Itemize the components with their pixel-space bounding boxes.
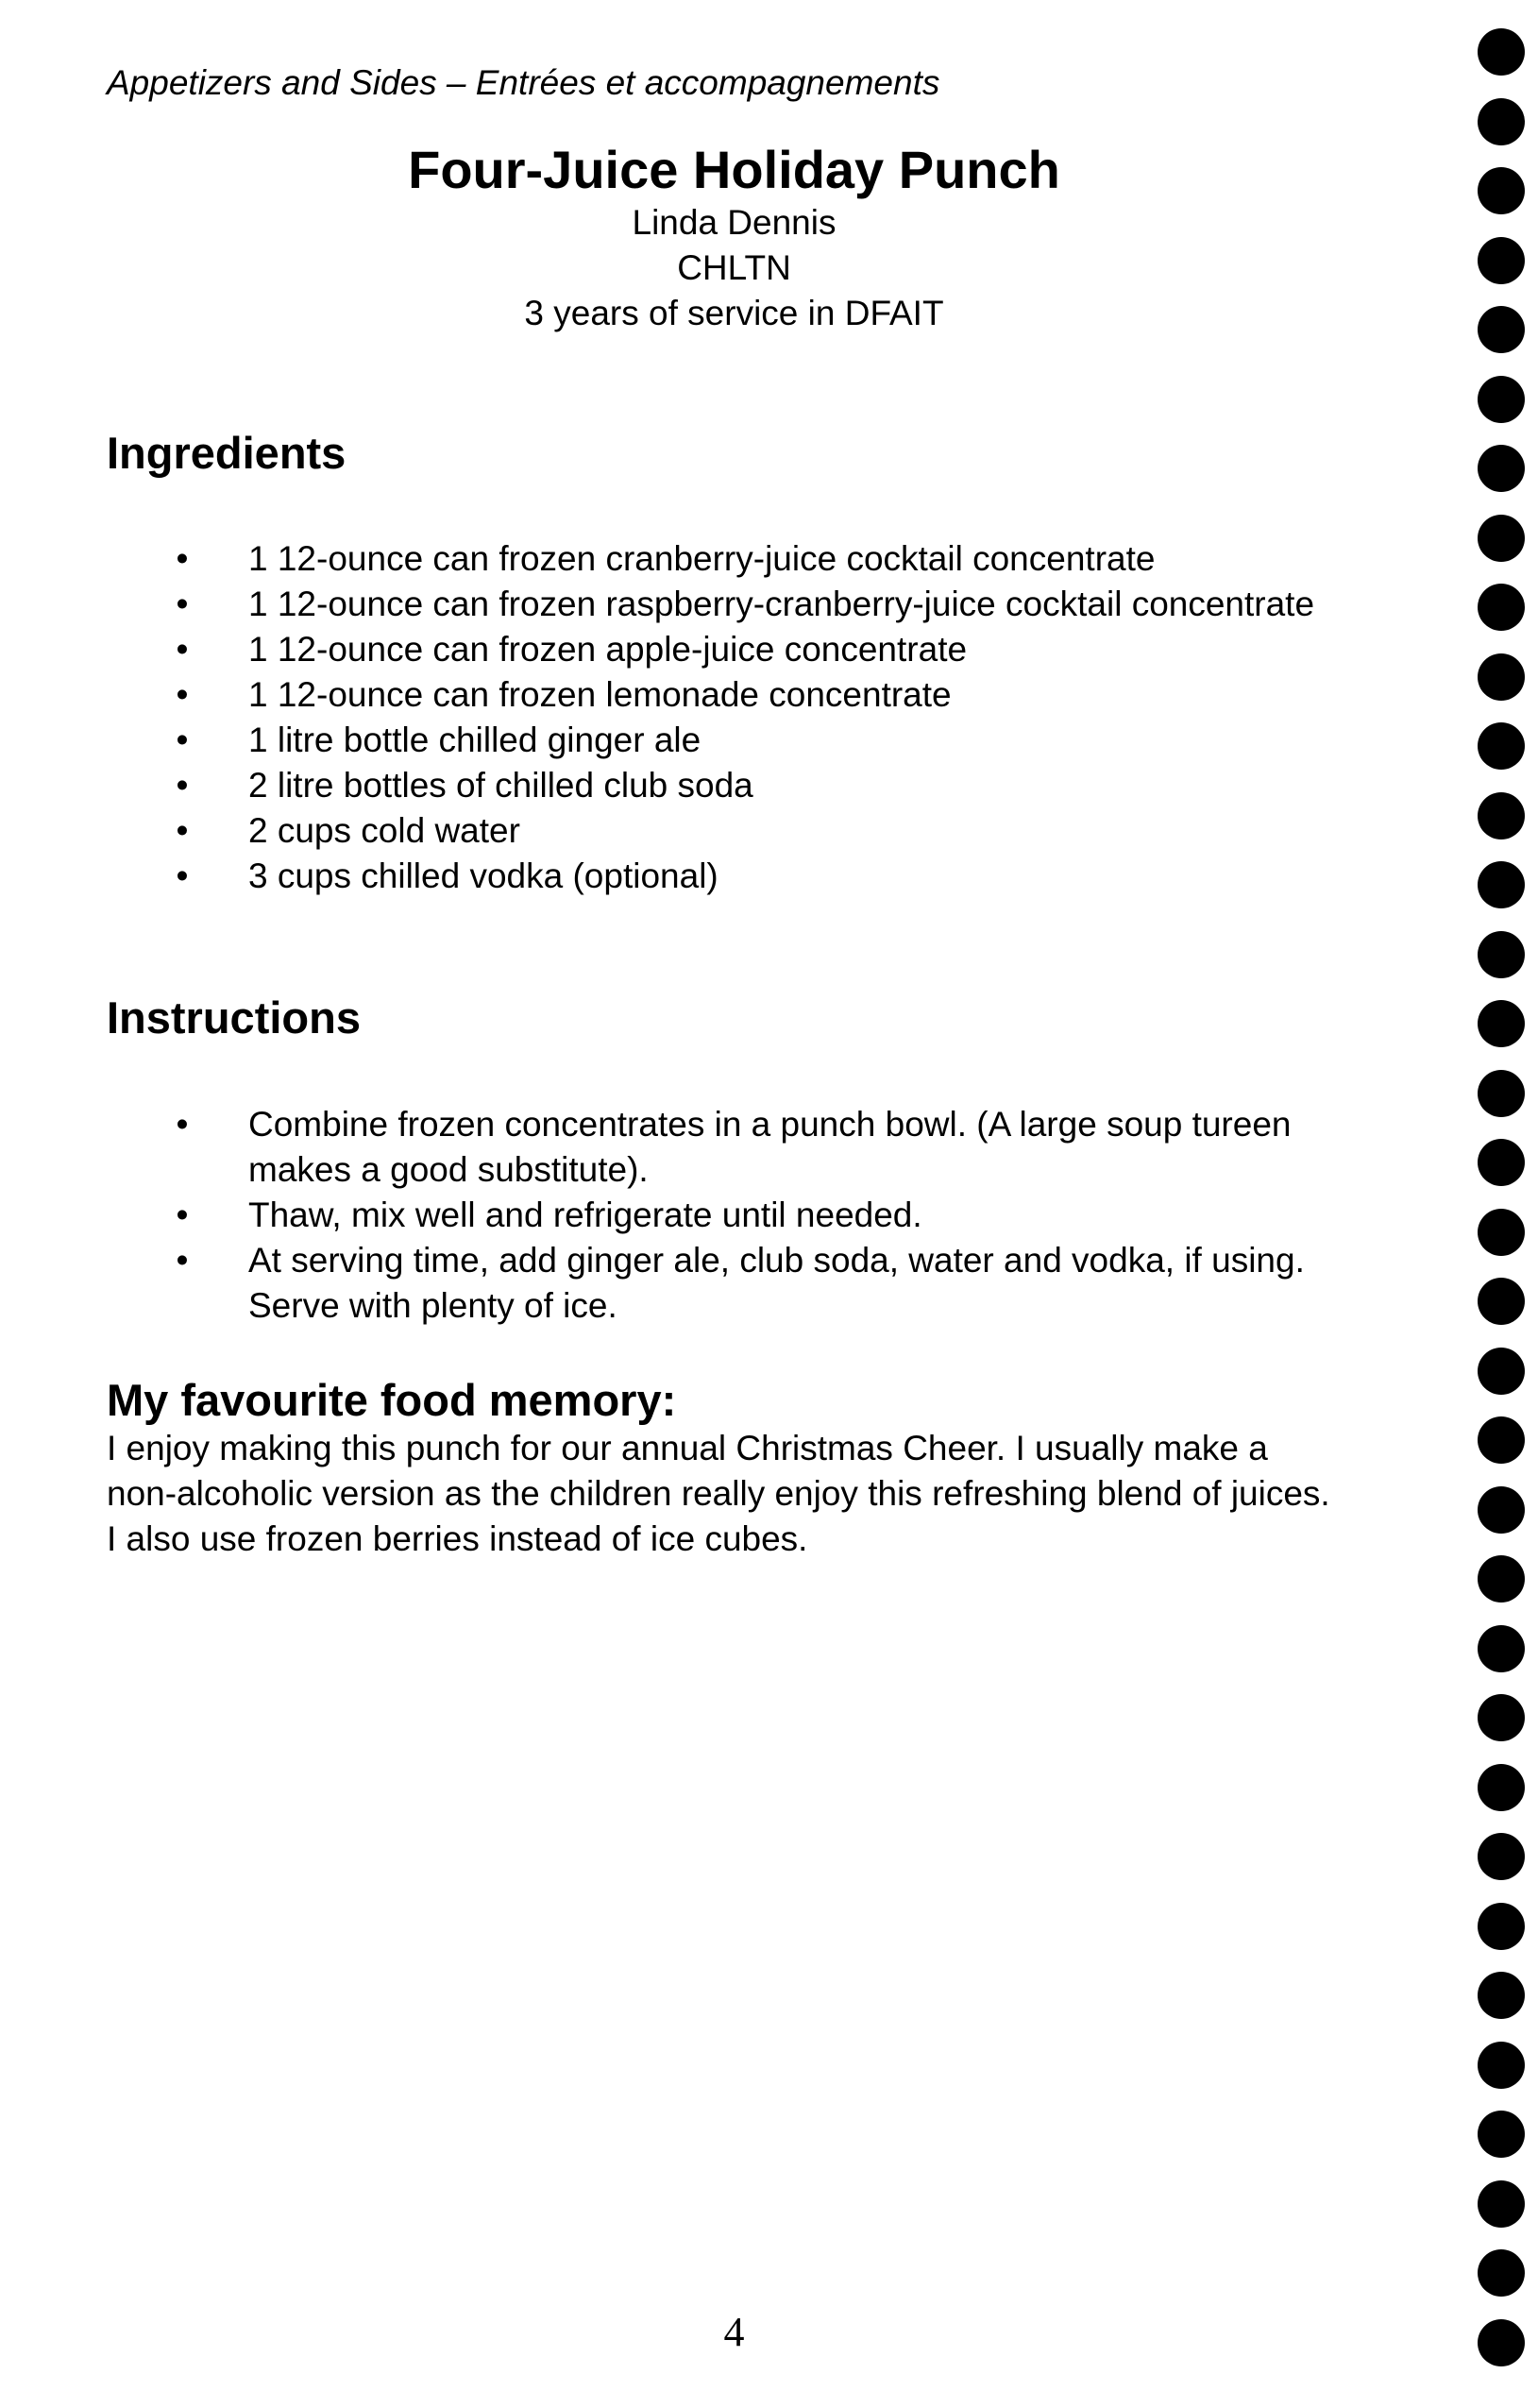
binding-hole [1478,1278,1525,1325]
binding-hole [1478,28,1525,76]
binding-hole [1478,376,1525,423]
bullet-icon: • [176,1105,189,1144]
binding-hole [1478,2111,1525,2158]
binding-hole [1478,2249,1525,2297]
bullet-icon: • [176,721,189,759]
ingredients-heading: Ingredients [107,428,346,478]
binding-hole [1478,1348,1525,1395]
ingredient-item [173,627,1344,672]
ingredient-text: 2 litre bottles of chilled club soda [248,766,753,805]
binding-hole [1478,1833,1525,1880]
recipe-division: CHLTN [677,248,791,287]
binding-hole [1478,515,1525,562]
ingredient-text: 1 12-ounce can frozen raspberry-cranberry-juice cocktail concentrate [248,585,1315,623]
binding-hole [1478,1139,1525,1186]
recipe-author: Linda Dennis [632,203,837,242]
ingredient-text: 1 litre bottle chilled ginger ale [248,721,701,759]
memory-heading: My favourite food memory: [107,1375,677,1425]
bullet-icon: • [176,675,189,714]
bullet-icon: • [176,539,189,578]
binding-hole [1478,1694,1525,1741]
ingredient-item [173,536,1344,582]
instruction-item [173,1102,1344,1193]
binding-hole [1478,861,1525,908]
binding-hole [1478,2180,1525,2228]
binding-hole [1478,167,1525,214]
binding-hole [1478,1972,1525,2019]
binding-hole [1478,1555,1525,1603]
binding-hole [1478,1625,1525,1672]
bullet-icon: • [176,766,189,805]
ingredient-text: 2 cups cold water [248,811,520,850]
ingredient-item [173,582,1344,627]
ingredient-item [173,718,1344,763]
section-header: Appetizers and Sides – Entrées et accompagnements [107,63,940,102]
ingredient-item [173,672,1344,718]
bullet-icon: • [176,585,189,623]
ingredient-text: 1 12-ounce can frozen lemonade concentrate [248,675,952,714]
instruction-text: Combine frozen concentrates in a punch bowl. (A large soup tureen makes a good substitute). [248,1105,1292,1189]
ingredients-list [173,536,1344,899]
ingredient-item [173,763,1344,808]
binding-hole [1478,98,1525,145]
binding-hole [1478,1000,1525,1047]
instructions-heading: Instructions [107,992,361,1043]
binding-hole [1478,2319,1525,2366]
title-block [0,140,1468,336]
bullet-icon: • [176,1196,189,1234]
spiral-binding [1478,28,1527,2399]
instruction-text: At serving time, add ginger ale, club soda, water and vodka, if using. Serve with plenty of ice. [248,1241,1305,1325]
binding-hole [1478,792,1525,839]
instruction-text: Thaw, mix well and refrigerate until needed. [248,1196,922,1234]
binding-hole [1478,584,1525,631]
bullet-icon: • [176,811,189,850]
ingredient-text: 3 cups chilled vodka (optional) [248,856,718,895]
memory-text: I enjoy making this punch for our annual Christmas Cheer. I usually make a non-alcoholic version as the children really enjoy this refreshing blend of juices. I also use frozen berries instead of ice cubes. [107,1429,1330,1558]
binding-hole [1478,1486,1525,1534]
binding-hole [1478,1903,1525,1950]
page-number: 4 [723,2309,745,2355]
ingredient-text: 1 12-ounce can frozen apple-juice concentrate [248,630,968,669]
binding-hole [1478,653,1525,701]
binding-hole [1478,1209,1525,1256]
binding-hole [1478,931,1525,978]
recipe-service: 3 years of service in DFAIT [524,294,944,332]
binding-hole [1478,445,1525,492]
ingredient-item [173,854,1344,899]
binding-hole [1478,1764,1525,1811]
recipe-title: Four-Juice Holiday Punch [408,140,1060,199]
instructions-list [173,1102,1344,1329]
ingredient-item [173,808,1344,854]
binding-hole [1478,1070,1525,1117]
bullet-icon: • [176,630,189,669]
ingredient-text: 1 12-ounce can frozen cranberry-juice cocktail concentrate [248,539,1156,578]
binding-hole [1478,306,1525,353]
bullet-icon: • [176,856,189,895]
instruction-item [173,1193,1344,1238]
bullet-icon: • [176,1241,189,1280]
binding-hole [1478,237,1525,284]
binding-hole [1478,1416,1525,1464]
binding-hole [1478,2042,1525,2089]
binding-hole [1478,722,1525,770]
instruction-item [173,1238,1344,1329]
